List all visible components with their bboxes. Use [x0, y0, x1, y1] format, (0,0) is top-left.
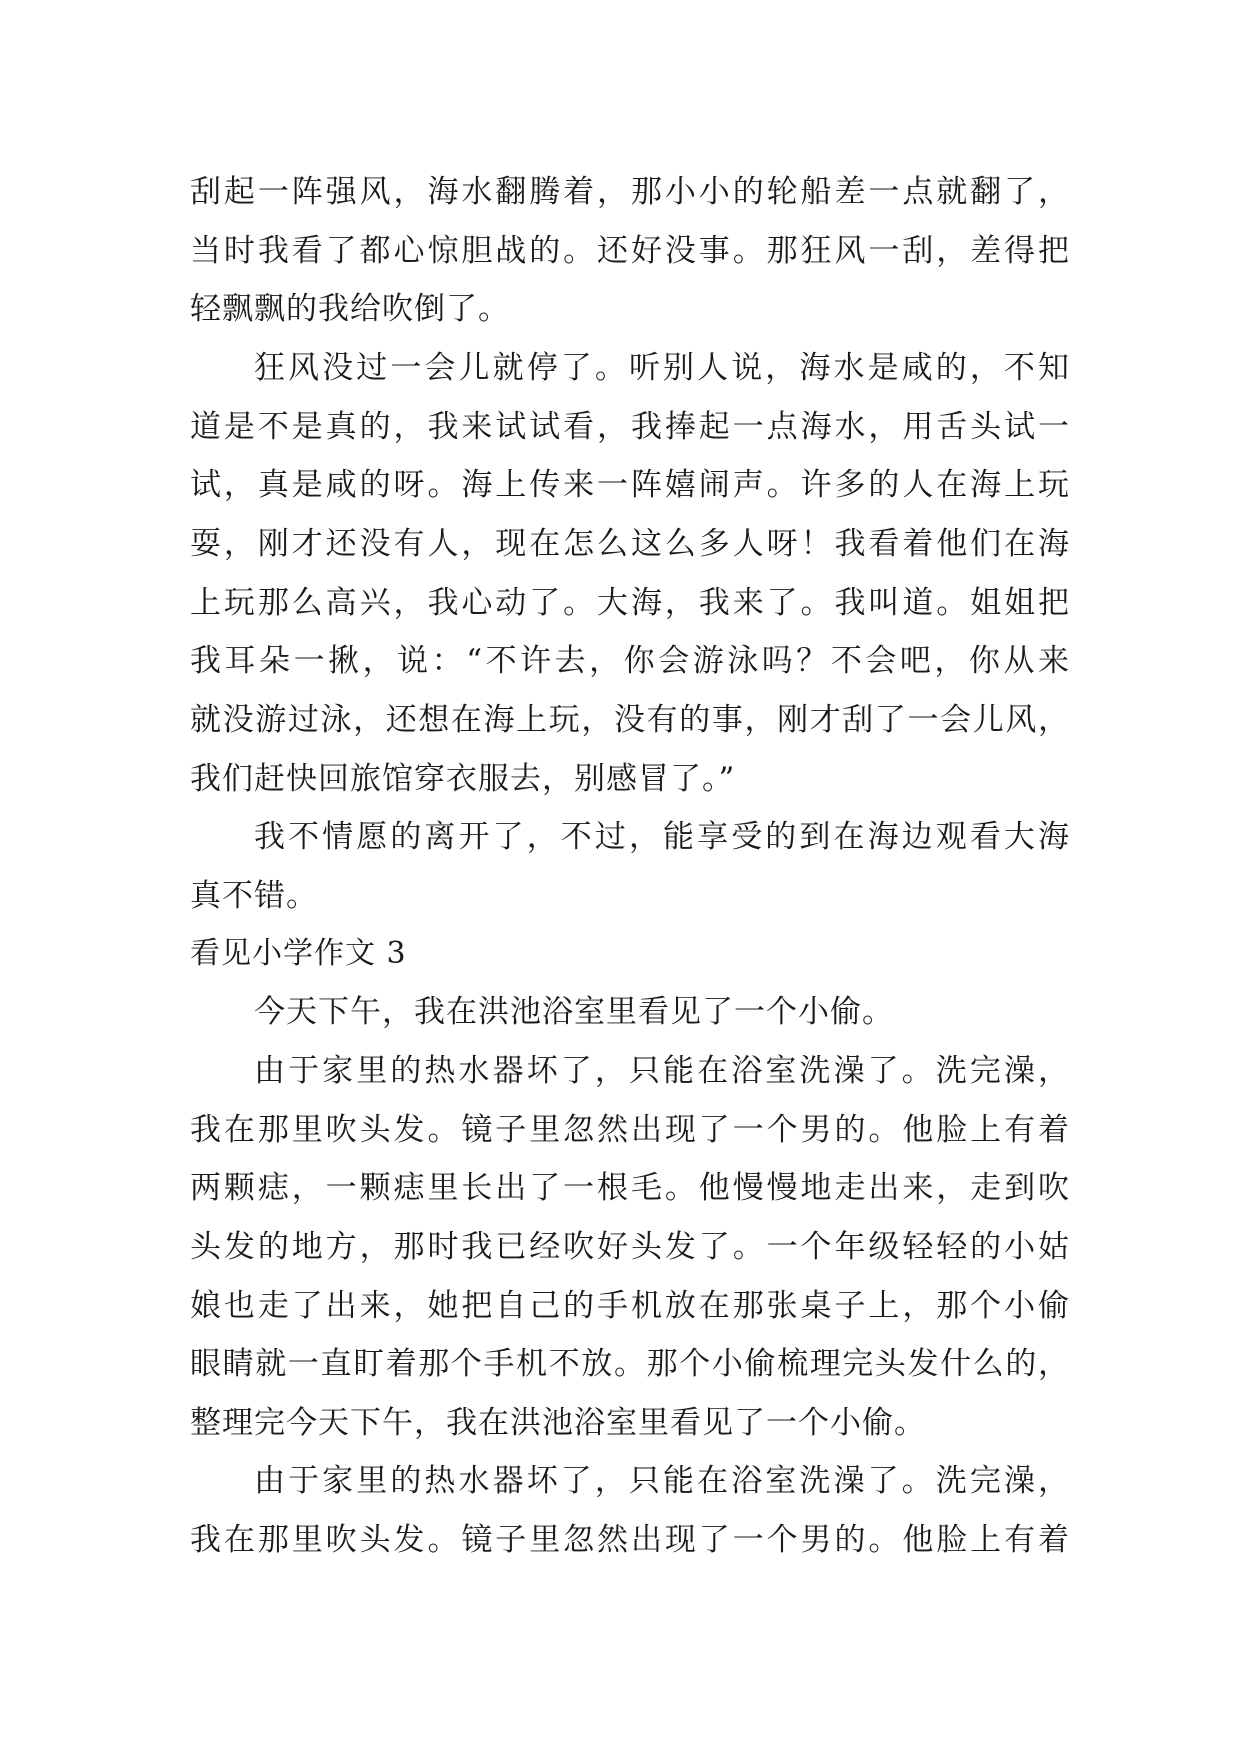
paragraph-start-line: 由于家里的热水器坏了，只能在浴室洗澡了。洗完澡，: [254, 1053, 1070, 1089]
text-line-11: 我们赶快回旅馆穿衣服去，别感冒了。”: [190, 761, 736, 797]
text-line-18: 两颗痣，一颗痣里长出了一根毛。他慢慢地走出来，走到吹: [190, 1170, 1070, 1206]
text-line-17: 我在那里吹头发。镜子里忽然出现了一个男的。他脸上有着: [190, 1112, 1070, 1148]
paragraph-start-line: 我不情愿的离开了，不过，能享受的到在海边观看大海: [254, 819, 1070, 855]
text-line-3: 轻飘飘的我给吹倒了。: [190, 291, 510, 327]
text-line-10: 就没游过泳，还想在海上玩，没有的事，刚才刮了一会儿风，: [190, 702, 1070, 738]
paragraph-start-line: 今天下午，我在洪池浴室里看见了一个小偷。: [254, 994, 894, 1030]
text-line-2: 当时我看了都心惊胆战的。还好没事。那狂风一刮，差得把: [190, 233, 1070, 269]
text-line-24: 我在那里吹头发。镜子里忽然出现了一个男的。他脸上有着: [190, 1522, 1070, 1558]
text-line-22: 整理完今天下午，我在洪池浴室里看见了一个小偷。: [190, 1405, 926, 1441]
text-line-8: 上玩那么高兴，我心动了。大海，我来了。我叫道。姐姐把: [190, 585, 1070, 621]
paragraph-start-line: 由于家里的热水器坏了，只能在浴室洗澡了。洗完澡，: [254, 1463, 1070, 1499]
text-line-9: 我耳朵一揪，说：“不许去，你会游泳吗？不会吧，你从来: [190, 643, 1070, 679]
text-line-6: 试，真是咸的呀。海上传来一阵嬉闹声。许多的人在海上玩: [190, 467, 1070, 503]
text-line-1: 刮起一阵强风，海水翻腾着，那小小的轮船差一点就翻了，: [190, 174, 1070, 210]
paragraph-start-line: 狂风没过一会儿就停了。听别人说，海水是咸的，不知: [254, 350, 1070, 386]
section-heading: 看见小学作文 3: [190, 936, 407, 971]
text-line-19: 头发的地方，那时我已经吹好头发了。一个年级轻轻的小姑: [190, 1229, 1070, 1265]
text-line-21: 眼睛就一直盯着那个手机不放。那个小偷梳理完头发什么的，: [190, 1346, 1070, 1382]
text-line-13: 真不错。: [190, 878, 318, 914]
text-line-5: 道是不是真的，我来试试看，我捧起一点海水，用舌头试一: [190, 409, 1070, 445]
text-line-20: 娘也走了出来，她把自己的手机放在那张桌子上，那个小偷: [190, 1288, 1070, 1324]
text-line-7: 耍，刚才还没有人，现在怎么这么多人呀！我看着他们在海: [190, 526, 1070, 562]
